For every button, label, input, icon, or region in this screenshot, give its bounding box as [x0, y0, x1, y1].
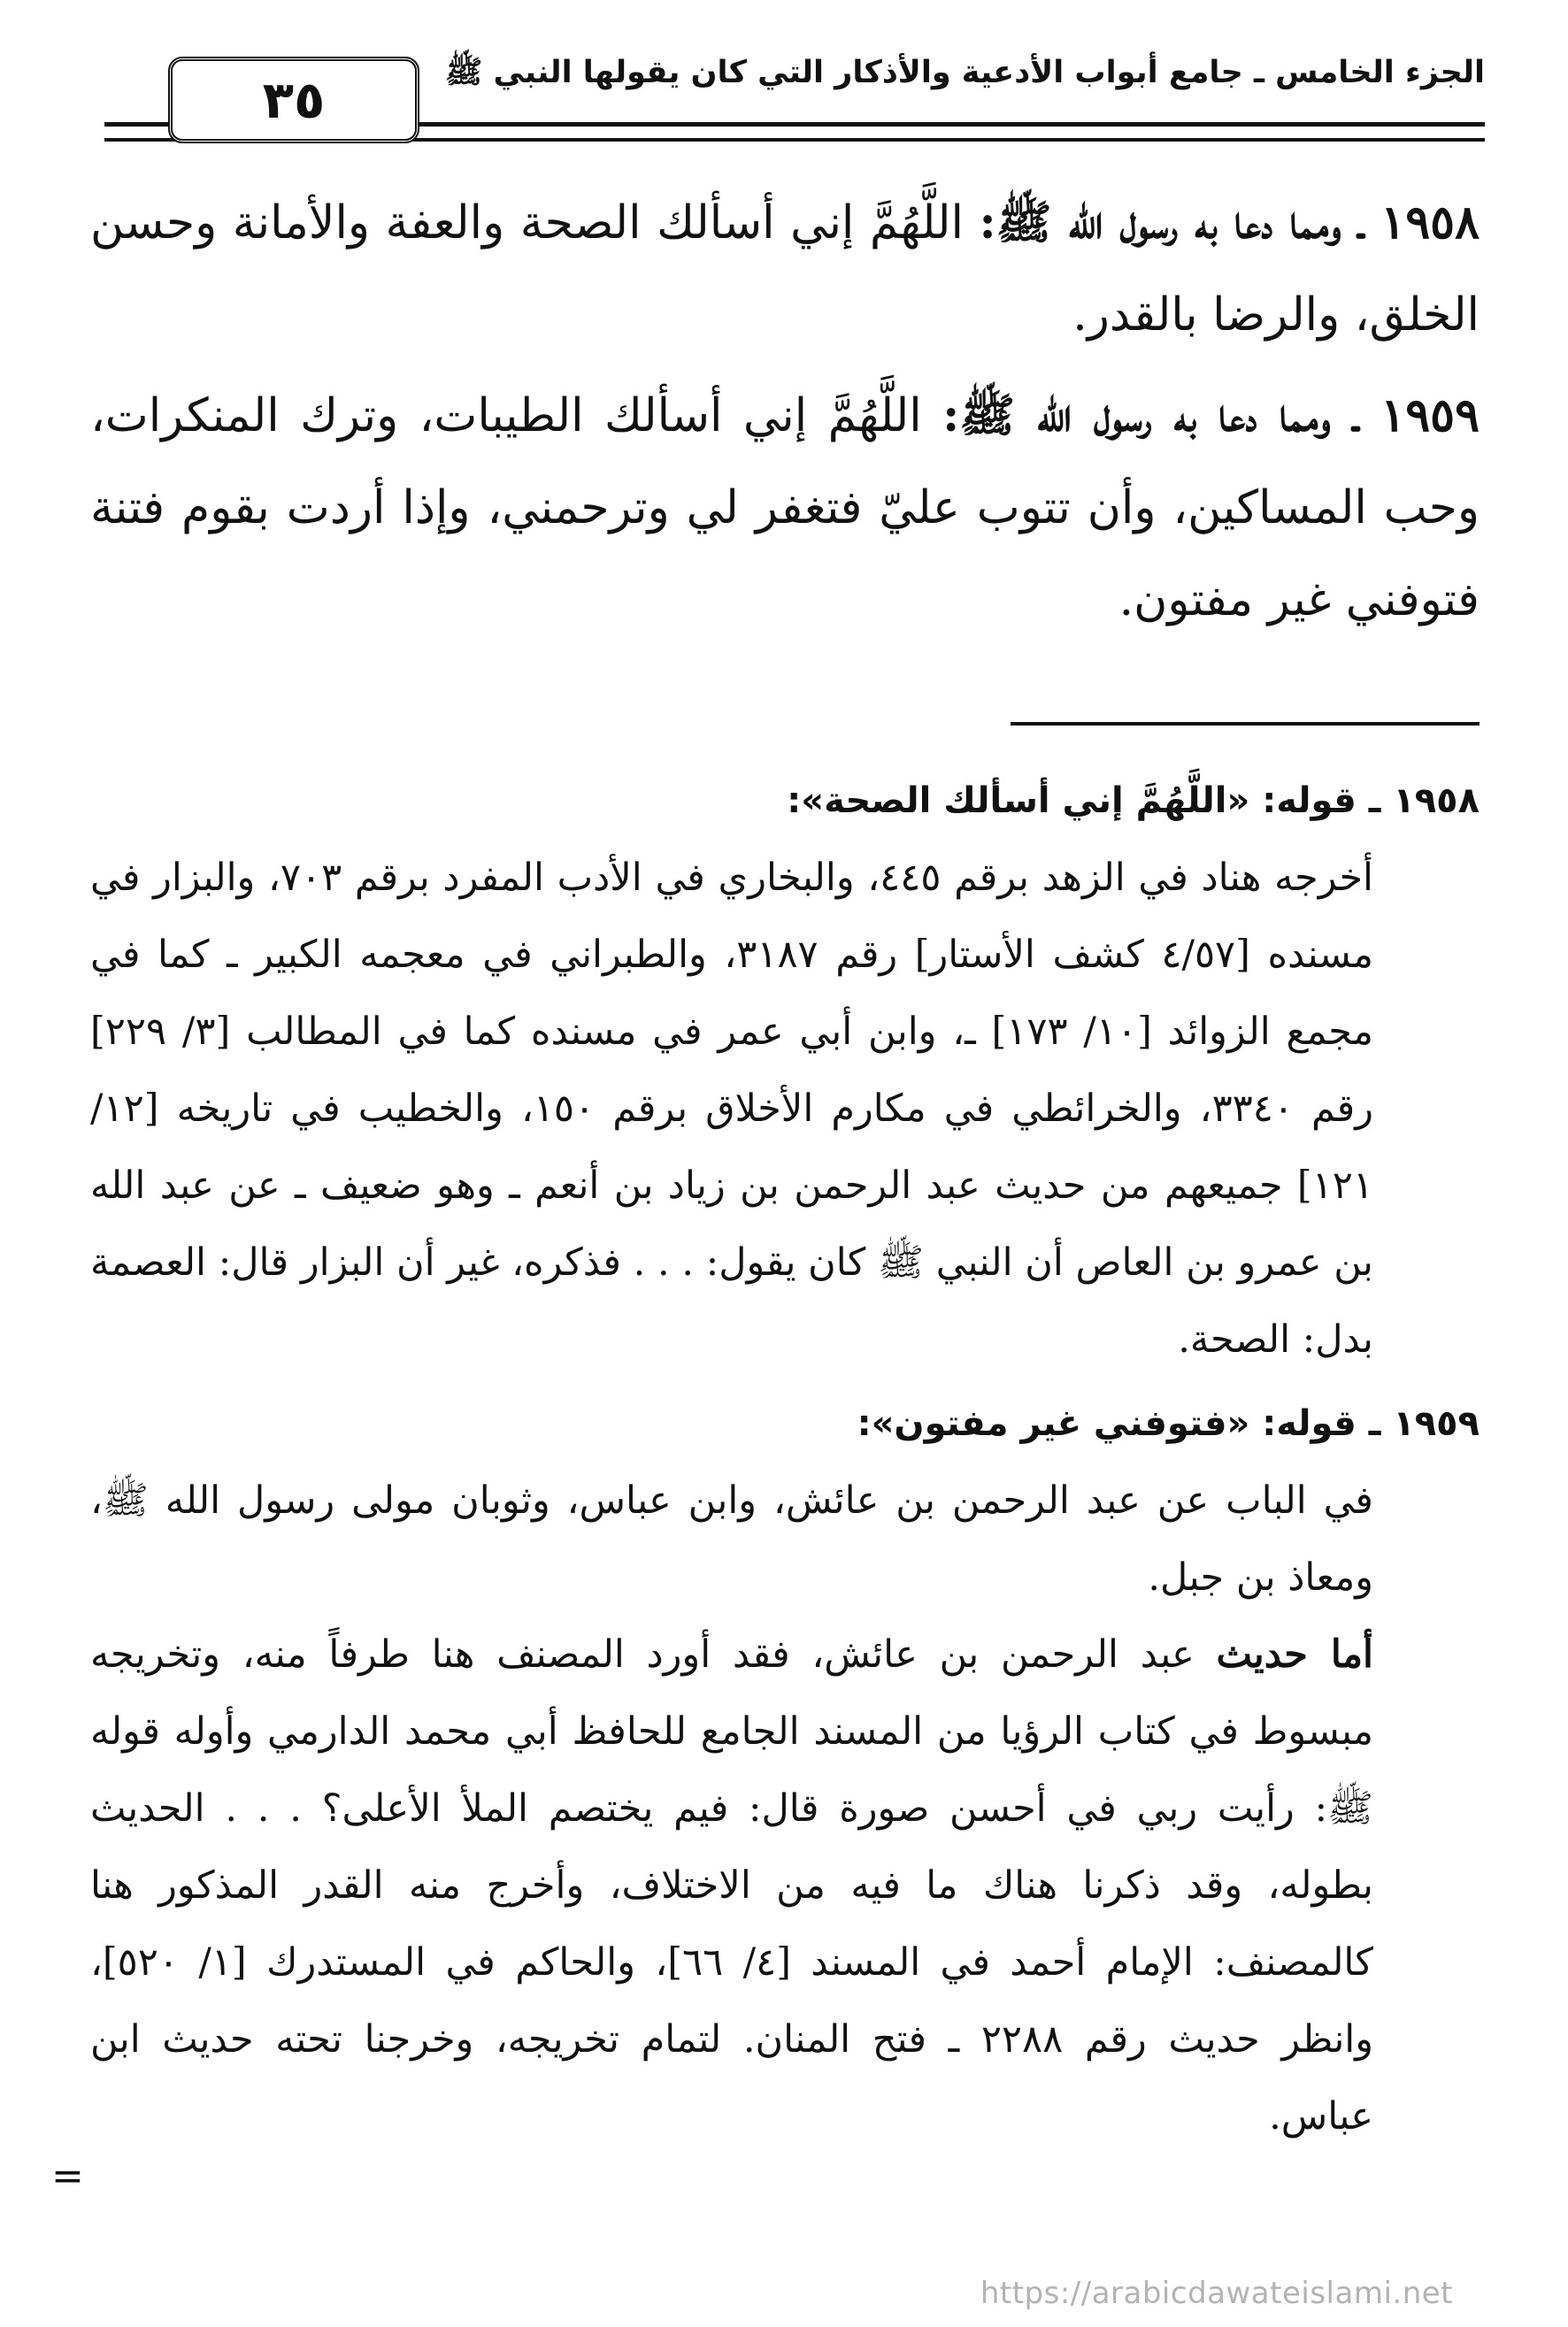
- commentary-notes: [90, 763, 1480, 2155]
- hadith-1958-text: اللَّهُمَّ إني أسألك الصحة والعفة والأمانة وحسن الخلق، والرضا بالقدر.: [90, 196, 1480, 342]
- continuation-mark: =: [51, 2154, 84, 2199]
- note-1958-heading: ١٩٥٨ ـ قوله: «اللَّهُمَّ إني أسألك الصحة»:: [787, 780, 1480, 821]
- note-1958: [90, 763, 1480, 1379]
- note-1959-paragraph-2: أما حديث عبد الرحمن بن عائش، فقد أورد المصنف هنا طرفاً منه، وتخريجه مبسوط في كتاب الرؤيا من المسند الجامع للحافظ أبي محمد الدارمي وأوله قوله ﷺ: رأيت ربي في أحسن صورة قال: فيم يختصم الملأ الأعلى؟ . . . الحديث بطوله، وقد ذكرنا هناك ما فيه من الاختلاف، وأخرج منه القدر المذكور هنا كالمصنف: الإمام أحمد في المسند [٤/ ٦٦]، والحاكم في المستدرك [١/ ٥٢٠]، وانظر حديث رقم ٢٢٨٨ ـ فتح المنان. لتمام تخريجه، وخرجنا تحته حديث ابن عباس.: [90, 1632, 1374, 2139]
- hadith-1958-lead: ١٩٥٨ ـ ومما دعا به رسول الله ﷺ:: [979, 196, 1480, 250]
- hadith-1959-text: اللَّهُمَّ إني أسألك الطيبات، وترك المنكرات، وحب المساكين، وأن تتوب عليّ فتغفر لي وترحمني، وإذا أردت بقوم فتنة فتوفني غير مفتون.: [90, 389, 1480, 626]
- note-1959: [90, 1386, 1480, 2155]
- running-title: الجزء الخامس ـ جامع أبواب الأدعية والأذكار التي كان يقولها النبي ﷺ: [444, 55, 1485, 90]
- watermark-url: https://arabicdawateislami.net: [980, 2276, 1453, 2311]
- note-1959-heading: ١٩٥٩ ـ قوله: «فتوفني غير مفتون»:: [857, 1403, 1480, 1444]
- note-1958-body: [90, 840, 1480, 1379]
- page-header: [104, 51, 1485, 157]
- hadith-1959-lead: ١٩٥٩ ـ ومما دعا به رسول الله ﷺ:: [942, 388, 1480, 442]
- note-1958-paragraph: أخرجه هناد في الزهد برقم ٤٤٥، والبخاري في الأدب المفرد برقم ٧٠٣، والبزار في مسنده [٤/٥٧ كشف الأستار] رقم ٣١٨٧، والطبراني في معجمه الكبير ـ كما في مجمع الزوائد [١٠/ ١٧٣] ـ، وابن أبي عمر في مسنده كما في المطالب [٣/ ٢٢٩] رقم ٣٣٤٠، والخرائطي في مكارم الأخلاق برقم ١٥٠، والخطيب في تاريخه [١٢/ ١٢١] جميعهم من حديث عبد الرحمن بن زياد بن أنعم ـ وهو ضعيف ـ عن عبد الله بن عمرو بن العاص أن النبي ﷺ كان يقول: . . . فذكره، غير أن البزار قال: العصمة بدل: الصحة.: [90, 856, 1374, 1362]
- note-1959-paragraph-2-lead: أما حديث: [1216, 1632, 1373, 1677]
- page-number: ٣٥: [168, 57, 419, 143]
- note-1959-paragraph-1: في الباب عن عبد الرحمن بن عائش، وابن عباس، وثوبان مولى رسول الله ﷺ، ومعاذ بن جبل.: [90, 1478, 1373, 1600]
- note-1959-body: [90, 1463, 1480, 2155]
- hadith-1958: [90, 177, 1480, 361]
- footnote-separator: [1011, 722, 1480, 726]
- hadith-1959: [90, 370, 1480, 646]
- main-text: [90, 177, 1480, 655]
